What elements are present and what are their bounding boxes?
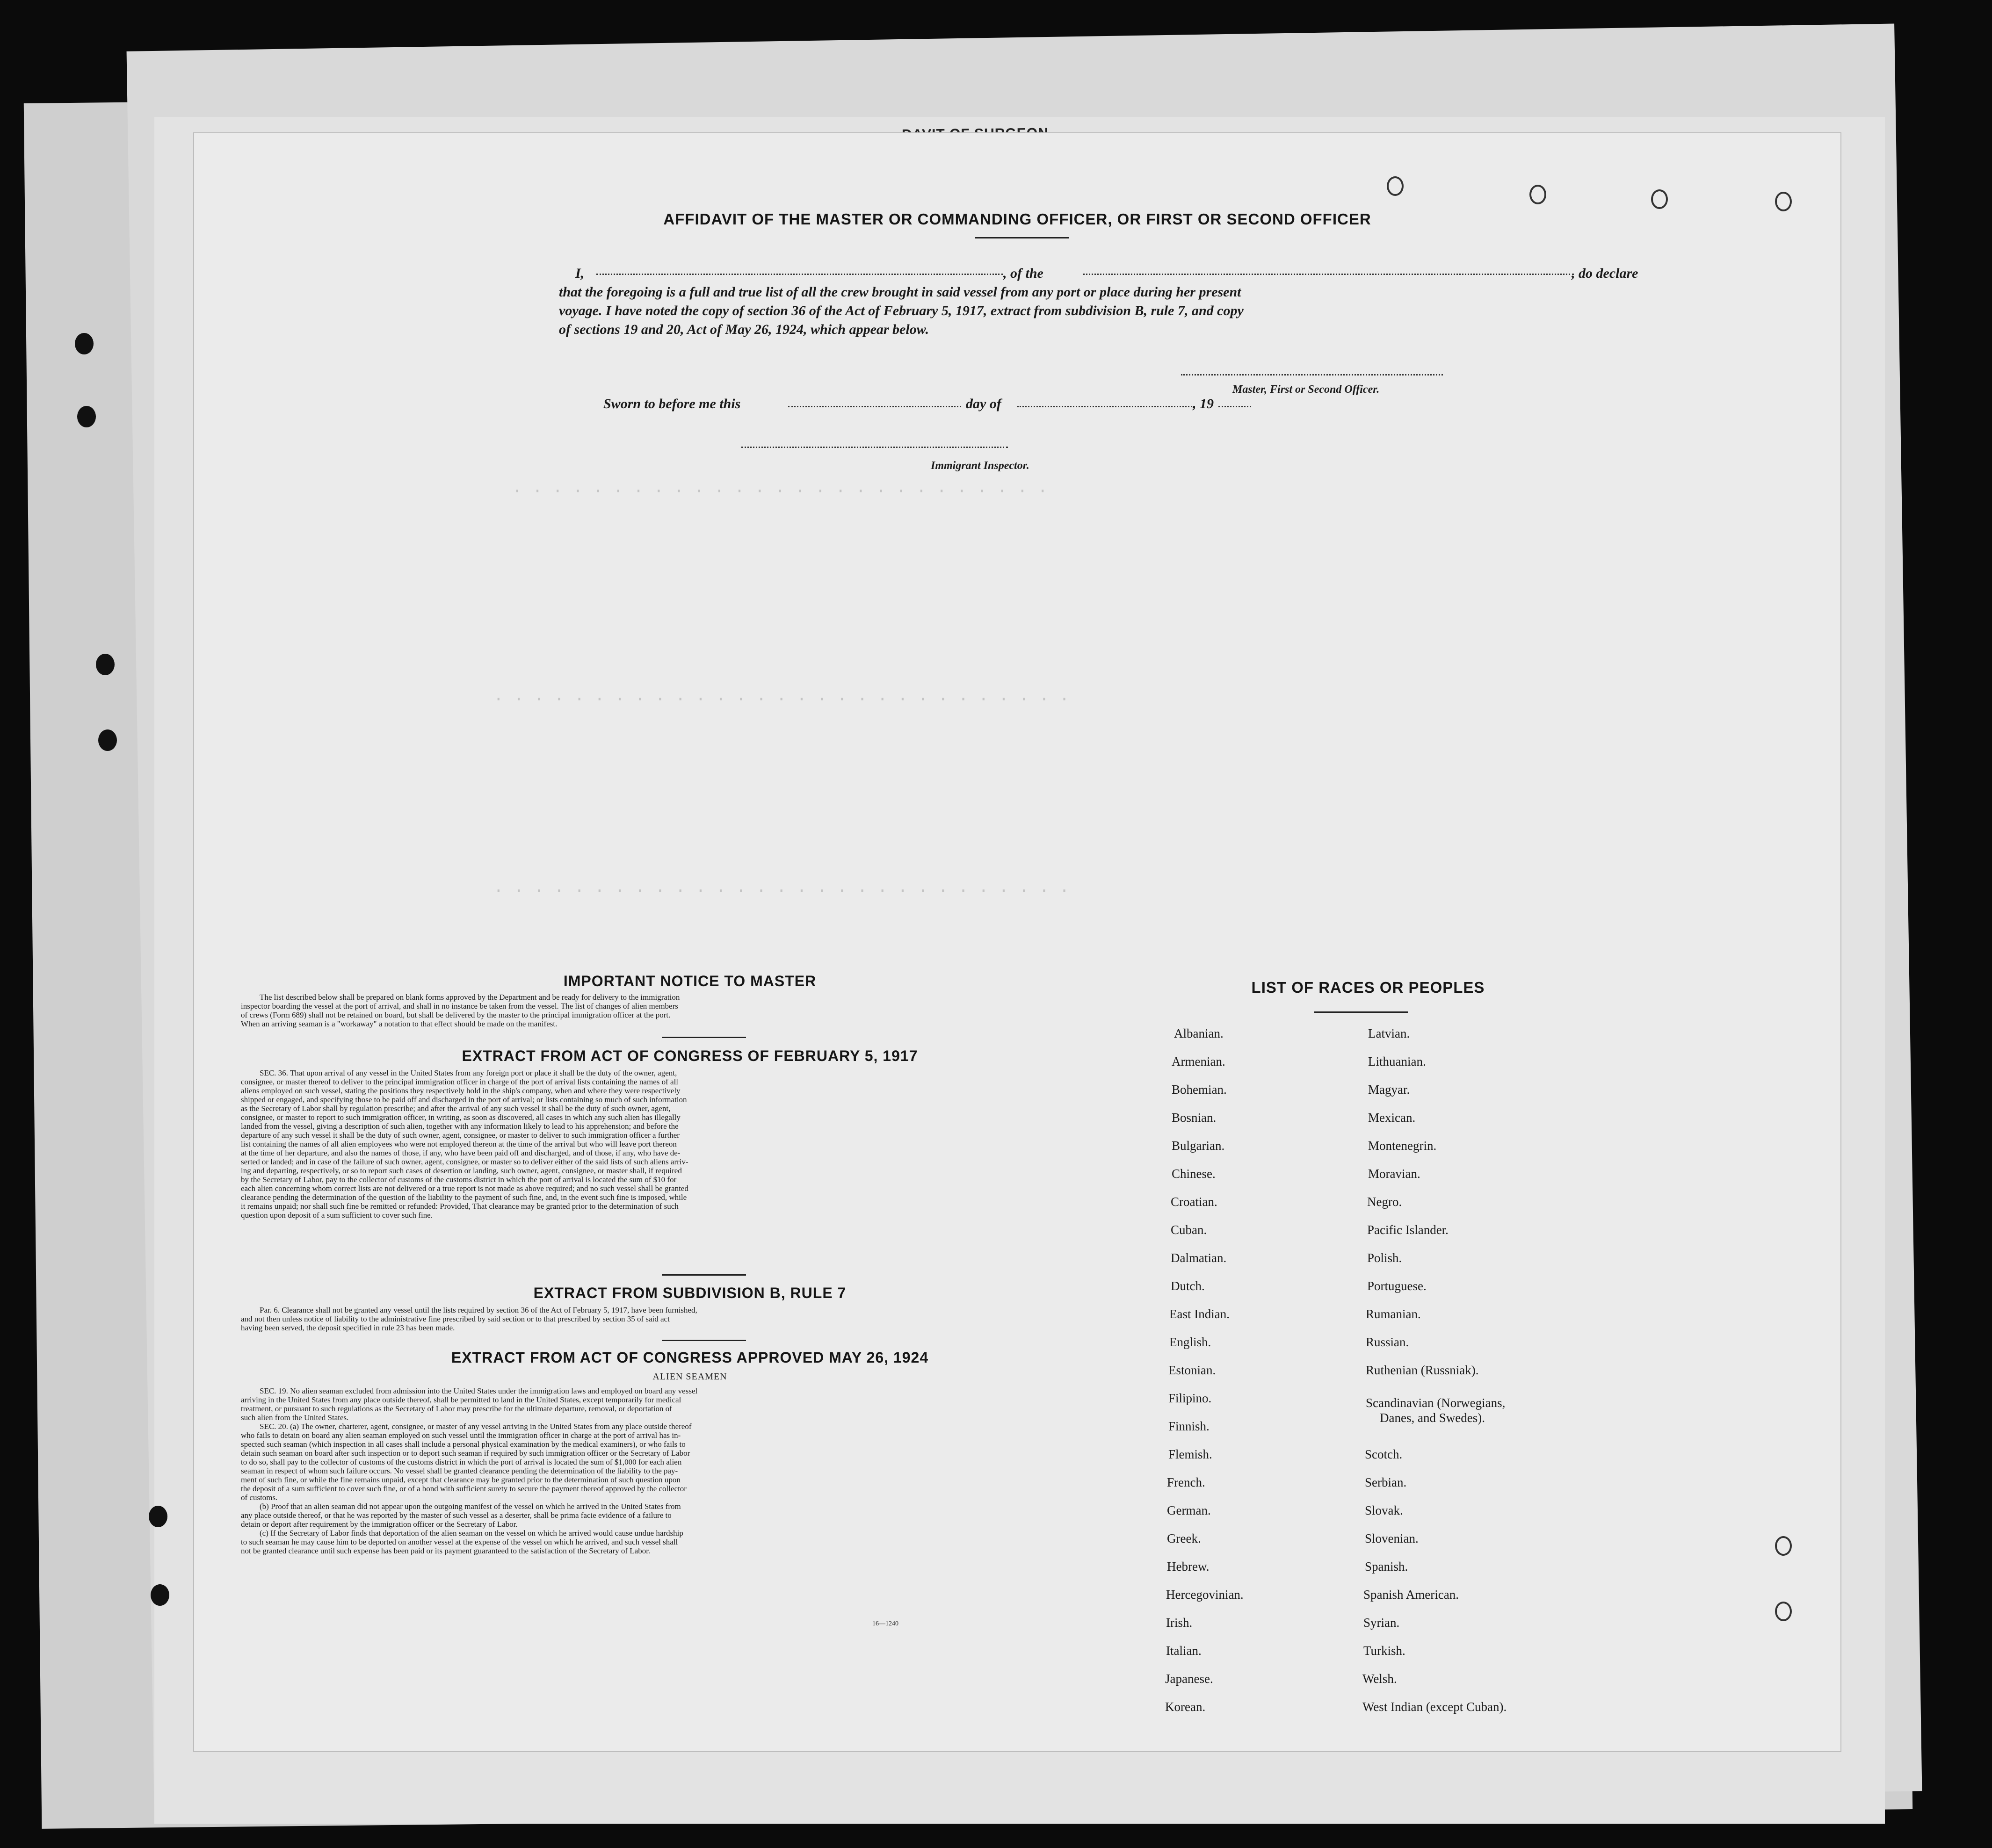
race-item: Croatian. <box>1171 1195 1217 1209</box>
notice-line: When an arriving seaman is a "workaway" a notation to that effect should be made on the manifest. <box>241 1019 558 1028</box>
ring-hole <box>1529 185 1546 204</box>
inspector-signature-blank[interactable] <box>741 447 1008 448</box>
race-item: Scotch. <box>1365 1447 1403 1461</box>
extract-line: SEC. 19. No alien seaman excluded from admission into the United States under the immigration laws and employed on board any vessel <box>260 1386 698 1395</box>
sworn-text: Sworn to before me this <box>603 396 741 411</box>
section-divider <box>662 1274 746 1276</box>
vessel-name-blank[interactable] <box>1083 274 1574 275</box>
extract-line: SEC. 36. That upon arrival of any vessel in the United States from any foreign port or place it shall be the duty of the owner, agent, <box>260 1068 677 1077</box>
title-underline <box>975 237 1069 238</box>
extract-line: consignee, or master to report to such immigration officer, in writing, as soon as discovered, all cases in which any such alien has illegally <box>241 1113 681 1122</box>
race-item: Filipino. <box>1168 1391 1212 1405</box>
race-item: Welsh. <box>1362 1672 1397 1686</box>
race-item: Japanese. <box>1165 1672 1213 1686</box>
race-item: Ruthenian (Russniak). <box>1366 1363 1479 1377</box>
race-item: Italian. <box>1166 1644 1202 1658</box>
race-item: Magyar. <box>1368 1083 1410 1097</box>
ring-hole <box>1651 189 1668 209</box>
race-item: Hebrew. <box>1167 1559 1210 1574</box>
notice-title: IMPORTANT NOTICE TO MASTER <box>563 973 817 989</box>
race-item: Bosnian. <box>1172 1111 1217 1125</box>
race-item: Rumanian. <box>1366 1307 1421 1321</box>
race-item: Latvian. <box>1368 1026 1410 1040</box>
ring-hole <box>1775 1602 1792 1621</box>
extract-rule7-title: EXTRACT FROM SUBDIVISION B, RULE 7 <box>533 1285 847 1301</box>
section-divider <box>662 1037 746 1038</box>
race-item: Finnish. <box>1168 1419 1210 1433</box>
extract-line: ment of such fine, or while the fine remains unpaid, except that clearance may be granted prior to the determination of such question upon <box>241 1475 681 1484</box>
extract-line: of customs. <box>241 1493 278 1502</box>
extract-line: ing and departing, respectively, or so to report such cases of desertion or landing, such owner, agent, consignee, or master shall, if required <box>241 1166 682 1175</box>
binder-hole <box>75 333 94 354</box>
race-item: Albanian. <box>1174 1026 1224 1040</box>
extract-1917-body <box>241 1068 1139 1220</box>
extract-line: who fails to detain on board any alien seaman employed on such vessel until the immigration officer in charge at the port of arrival has in- <box>241 1431 681 1440</box>
race-item: Dutch. <box>1171 1279 1205 1293</box>
race-item: Bohemian. <box>1172 1083 1227 1097</box>
extract-line: (b) Proof that an alien seaman did not appear upon the outgoing manifest of the vessel on which he arrived in the United States from <box>260 1502 681 1511</box>
extract-line: such alien from the United States. <box>241 1413 349 1422</box>
race-item: Danes, and Swedes). <box>1380 1411 1485 1425</box>
extract-line: Par. 6. Clearance shall not be granted any vessel until the lists required by section 36 of the Act of February 5, 1917, have been furnished, <box>260 1306 697 1314</box>
section-divider <box>662 1340 746 1341</box>
race-item: Korean. <box>1165 1700 1206 1714</box>
name-blank[interactable] <box>596 274 1003 275</box>
race-item: French. <box>1167 1475 1205 1489</box>
race-item: Slovak. <box>1365 1503 1403 1517</box>
extract-line: by the Secretary of Labor, pay to the collector of customs of the customs district in which the port of arrival is located the sum of $10 for <box>241 1175 677 1184</box>
races-title: LIST OF RACES OR PEOPLES <box>1251 979 1485 996</box>
sworn-day-blank[interactable] <box>788 406 961 407</box>
sworn-year-blank[interactable] <box>1218 406 1251 407</box>
extract-line: departure of any such vessel it shall be the duty of such owner, agent, consignee, or master to deliver to such immigration officer a further <box>241 1131 680 1140</box>
race-item: Dalmatian. <box>1171 1251 1227 1265</box>
extract-line: aliens employed on such vessel, stating the positions they respectively hold in the ship's company, when and where they were respectively <box>241 1086 681 1095</box>
race-item: Polish. <box>1367 1251 1402 1265</box>
extract-1924-subtitle: ALIEN SEAMEN <box>652 1372 727 1382</box>
extract-line: SEC. 20. (a) The owner, charterer, agent, consignee, or master of any vessel arriving in the United States from any place outside thereof <box>260 1422 692 1431</box>
extract-line: (c) If the Secretary of Labor finds that deportation of the alien seaman on the vessel on which he arrived would cause undue hardship <box>260 1529 683 1538</box>
race-item: Russian. <box>1366 1335 1409 1349</box>
race-item: Mexican. <box>1368 1111 1416 1125</box>
affidavit-line-2: that the foregoing is a full and true list of all the crew brought in said vessel from any port or place during her present <box>559 284 1241 300</box>
extract-line: to such seaman he may cause him to be deported on another vessel at the expense of the vessel on which he arrived, and such vessel shall <box>241 1538 678 1546</box>
sworn-month-blank[interactable] <box>1017 406 1195 407</box>
binder-hole <box>151 1584 169 1606</box>
extract-line: seaman in respect of whom such failure occurs. No vessel shall be granted clearance pending the determination of the liability to the pay- <box>241 1466 678 1475</box>
race-item: Slovenian. <box>1365 1531 1419 1545</box>
notice-body <box>241 993 1139 1028</box>
extract-line: question upon deposit of a sum sufficient to cover such fine. <box>241 1211 433 1220</box>
notice-line: inspector boarding the vessel at the port of arrival, and shall in no instance be taken from the vessel. The list of changes of alien members <box>241 1002 678 1011</box>
extract-line: shipped or engaged, and specifying those to be paid off and discharged in the port of arrival; or lists containing so much of such information <box>241 1095 687 1104</box>
affidavit-form-page <box>194 133 1840 1751</box>
race-item: West Indian (except Cuban). <box>1362 1700 1507 1714</box>
extract-line: treatment, or pursuant to such regulations as the Secretary of Labor may prescribe for the ultimate departure, removal, or deportation of <box>241 1404 672 1413</box>
race-item: Chinese. <box>1172 1167 1216 1181</box>
year-prefix: , 19 <box>1193 396 1214 411</box>
notice-line: of crews (Form 689) shall not be retained on board, but shall be delivered by the master to the principal immigration officer at the port. <box>241 1011 671 1019</box>
race-item: Hercegovinian. <box>1166 1588 1244 1602</box>
ring-hole <box>1775 1536 1792 1556</box>
extract-line: detain such seaman on board after such inspection or to deport such seaman if required by such immigration officer or the Secretary of Labor <box>241 1449 690 1458</box>
race-item: Irish. <box>1166 1616 1193 1630</box>
affidavit-i: I, <box>575 266 585 281</box>
race-item: Flemish. <box>1168 1447 1212 1461</box>
race-item: Montenegrin. <box>1368 1139 1437 1153</box>
binder-hole <box>98 729 117 751</box>
ring-hole <box>1387 176 1404 196</box>
affidavit-of-the: , of the <box>1003 266 1043 281</box>
race-item: Lithuanian. <box>1368 1054 1426 1068</box>
extract-line: spected such seaman (which inspection in all cases shall include a personal physical examination by the medical examiners), or who fails to <box>241 1440 686 1449</box>
race-item: German. <box>1167 1503 1211 1517</box>
race-item: Syrian. <box>1363 1616 1400 1630</box>
race-item: Negro. <box>1367 1195 1402 1209</box>
race-item: Armenian. <box>1172 1054 1225 1068</box>
bleed-through-text: · · · · · · · · · · · · · · · · · · · · · · · · · · · <box>512 482 1048 501</box>
day-of-text: day of <box>966 396 1001 411</box>
extract-line: having been served, the deposit specified in rule 23 has been made. <box>241 1323 455 1332</box>
extract-line: at the time of her departure, and also the names of those, if any, who have been paid off and discharged, and of those, if any, who have de- <box>241 1148 681 1157</box>
extract-1924-body <box>241 1386 1139 1555</box>
race-item: Portuguese. <box>1367 1279 1427 1293</box>
binder-hole <box>77 406 96 427</box>
bleed-through-text: · · · · · · · · · · · · · · · · · · · · · · · · · · · · · <box>493 881 1070 901</box>
extract-line: as the Secretary of Labor shall by regulation prescribe; and after the arrival of any such vessel it shall be the duty of such owner, agent, <box>241 1104 671 1113</box>
extract-rule7-body <box>241 1306 1139 1332</box>
extract-line: to do so, shall pay to the collector of customs of the customs district in which the port of arrival is located the sum of $1,000 for each alien <box>241 1458 682 1466</box>
extract-line: serted or landed; and in case of the failure of such owner, agent, consignee, or master so to deliver either of the said lists of such aliens arriv- <box>241 1157 688 1166</box>
extract-line: consignee, or master thereof to deliver to the principal immigration officer in charge of the port of arrival lists containing the names of all <box>241 1077 679 1086</box>
extract-line: each alien concerning whom correct lists are not delivered or a true report is not made as above required; and no such vessel shall be granted <box>241 1184 688 1193</box>
affidavit-title: AFFIDAVIT OF THE MASTER OR COMMANDING OFFICER, OR FIRST OR SECOND OFFICER <box>663 210 1371 228</box>
extract-line: detain or deport after requirement by the immigration officer or the Secretary of Labor. <box>241 1520 518 1529</box>
notice-line: The list described below shall be prepared on blank forms approved by the Department and be ready for delivery to the immigration <box>260 993 680 1002</box>
race-item: Spanish American. <box>1363 1588 1459 1602</box>
affidavit-do-declare: , do declare <box>1572 266 1638 281</box>
race-item: Pacific Islander. <box>1367 1223 1449 1237</box>
master-caption: Master, First or Second Officer. <box>1232 383 1380 396</box>
extract-line: the deposit of a sum sufficient to cover such fine, or of a bond with sufficient surety to secure the payment thereof approved by the collector <box>241 1484 687 1493</box>
binder-hole <box>96 654 115 675</box>
affidavit-line-3: voyage. I have noted the copy of section 36 of the Act of February 5, 1917, extract from subdivision B, rule 7, and copy <box>559 303 1244 318</box>
affidavit-line-4: of sections 19 and 20, Act of May 26, 1924, which appear below. <box>559 322 929 337</box>
race-item: Greek. <box>1167 1531 1201 1545</box>
race-item: Estonian. <box>1168 1363 1216 1377</box>
race-item: Spanish. <box>1365 1559 1408 1574</box>
race-item: English. <box>1169 1335 1211 1349</box>
bleed-through-text: · · · · · · · · · · · · · · · · · · · · · · · · · · · · · <box>493 690 1070 709</box>
extract-line: any place outside thereof, or that he was reported by the master of such vessel as a deserter, shall be prima facie evidence of a failure to <box>241 1511 672 1520</box>
inspector-caption: Immigrant Inspector. <box>931 460 1029 472</box>
race-item: East Indian. <box>1169 1307 1230 1321</box>
master-signature-blank[interactable] <box>1181 374 1443 375</box>
extract-line: not be granted clearance until such expense has been paid or its payment guaranteed to the satisfaction of the Secretary of Labor. <box>241 1546 651 1555</box>
extract-line: landed from the vessel, giving a description of such alien, together with any information likely to lead to his apprehension; and before the <box>241 1122 679 1131</box>
race-item: Cuban. <box>1171 1223 1207 1237</box>
extract-line: it remains unpaid; nor shall such fine be remitted or refunded: Provided, That clearance may be granted prior to the determination of such <box>241 1202 679 1211</box>
extract-1924-title: EXTRACT FROM ACT OF CONGRESS APPROVED MAY 26, 1924 <box>451 1349 929 1366</box>
extract-1917-title: EXTRACT FROM ACT OF CONGRESS OF FEBRUARY 5, 1917 <box>462 1047 918 1064</box>
race-item: Bulgarian. <box>1172 1139 1225 1153</box>
race-item: Moravian. <box>1368 1167 1420 1181</box>
extract-line: clearance pending the determination of the question of the liability to the payment of such fine, and, in the event such fine is imposed, while <box>241 1193 687 1202</box>
extract-line: and not then unless notice of liability to the administrative fine prescribed by said section or to that prescribed by section 35 of said act <box>241 1314 670 1323</box>
binder-hole <box>149 1506 167 1527</box>
race-item: Serbian. <box>1365 1475 1407 1489</box>
extract-line: list containing the names of all alien employees who were not employed thereon at the time of the arrival but who will leave port thereon <box>241 1140 677 1148</box>
race-item: Turkish. <box>1363 1644 1405 1658</box>
race-item: Scandinavian (Norwegians, <box>1366 1396 1506 1410</box>
races-underline <box>1314 1011 1408 1013</box>
form-number: 16—1240 <box>872 1620 898 1627</box>
extract-line: arriving in the United States from any place outside thereof, shall be permitted to land in the United States, except temporarily for medical <box>241 1395 681 1404</box>
ring-hole <box>1775 192 1792 211</box>
